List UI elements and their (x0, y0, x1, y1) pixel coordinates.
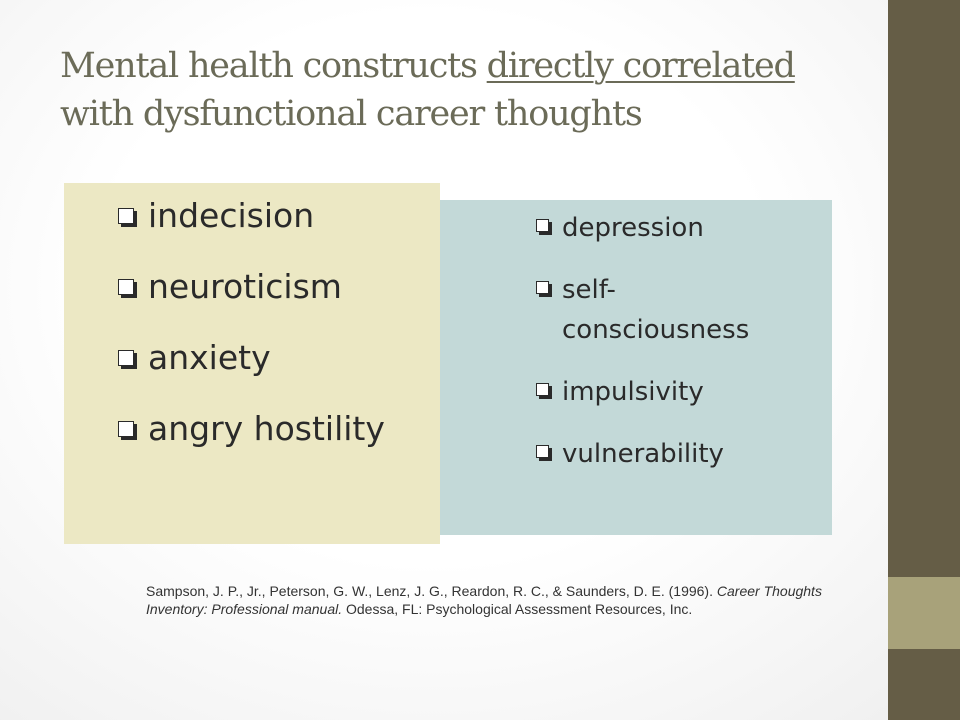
checkbox-bullet-icon (118, 208, 137, 227)
list-item-label: anxiety (148, 338, 271, 377)
left-construct-list (118, 194, 385, 478)
checkbox-bullet-icon (118, 350, 137, 369)
checkbox-bullet-icon (536, 445, 552, 461)
checkbox-bullet-icon (118, 421, 137, 440)
list-item (536, 434, 792, 474)
list-item (118, 336, 385, 380)
list-item (536, 372, 792, 412)
title-text-start: Mental health constructs (60, 46, 487, 86)
citation (146, 582, 826, 618)
list-item-label: self-consciousness (562, 275, 750, 345)
citation-authors: Sampson, J. P., Jr., Peterson, G. W., Lenz, J. G., Reardon, R. C., & Saunders, D. E. (1996). (146, 583, 717, 599)
title-text-end: with dysfunctional career thoughts (60, 94, 642, 134)
slide-title (60, 42, 860, 138)
citation-publisher: Odessa, FL: Psychological Assessment Resources, Inc. (342, 601, 693, 617)
list-item-label: indecision (148, 196, 315, 235)
list-item-label: neuroticism (148, 267, 342, 306)
list-item (118, 407, 385, 451)
list-item-label: impulsivity (562, 377, 704, 407)
list-item-label: angry hostility (148, 409, 385, 448)
list-item-label: depression (562, 213, 704, 243)
side-decor-accent (888, 577, 960, 649)
list-item (536, 208, 792, 248)
list-item (118, 265, 385, 309)
checkbox-bullet-icon (536, 281, 552, 297)
checkbox-bullet-icon (536, 219, 552, 235)
right-construct-list (536, 208, 792, 496)
title-underlined-text: directly correlated (486, 46, 795, 86)
list-item-label: vulnerability (562, 439, 724, 469)
checkbox-bullet-icon (536, 383, 552, 399)
citation-work-title: Career Thoughts Inventory: Professional manual. (146, 583, 822, 617)
list-item (536, 270, 792, 350)
list-item (118, 194, 385, 238)
checkbox-bullet-icon (118, 279, 137, 298)
